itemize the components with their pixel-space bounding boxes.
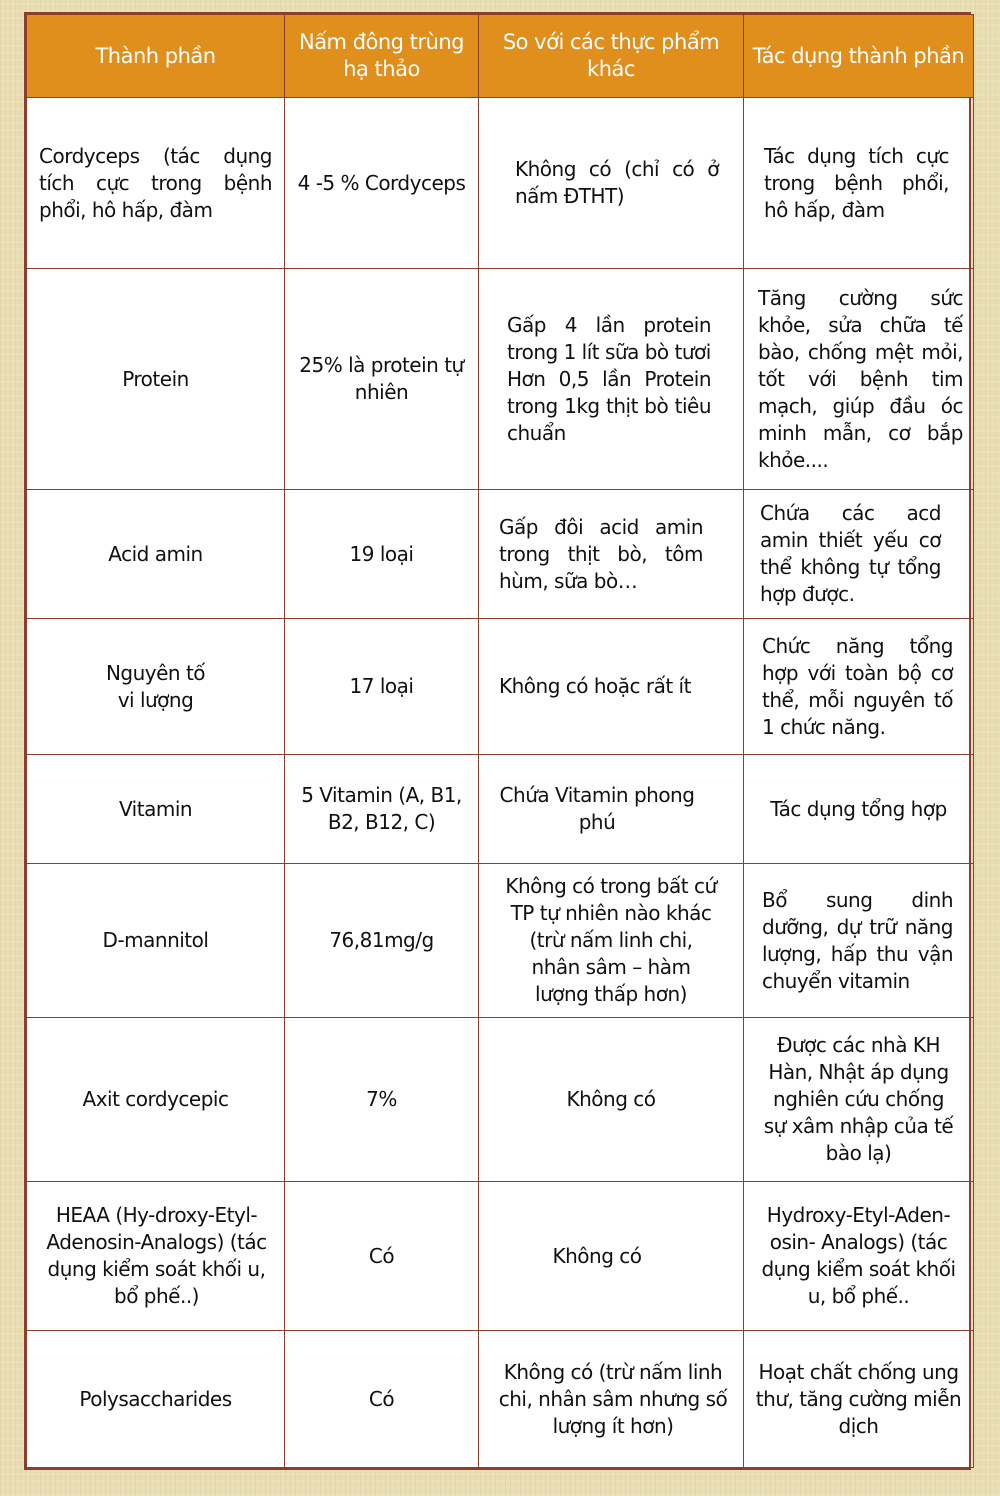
cell-effect: Tác dụng tổng hợp (744, 755, 974, 864)
table-row (27, 490, 974, 619)
cell-component: Axit cordycepic (27, 1018, 285, 1182)
cell-amount: 5 Vitamin (A, B1, B2, B12, C) (285, 755, 479, 864)
component-line: Nguyên tố (105, 660, 206, 685)
header-comparison: So với các thực phẩm khác (479, 15, 744, 98)
cell-comparison: Không có (479, 1182, 744, 1331)
comparison-table (26, 14, 974, 1468)
cell-amount: 19 loại (285, 490, 479, 619)
cell-effect: Được các nhà KH Hàn, Nhật áp dụng nghiên cứu chống sự xâm nhập của tế bào lạ) (744, 1018, 974, 1182)
cell-amount: 25% là protein tự nhiên (285, 269, 479, 490)
cell-amount: 76,81mg/g (285, 864, 479, 1018)
cell-comparison: Không có (479, 1018, 744, 1182)
cell-component: Polysaccharides (27, 1331, 285, 1468)
cell-component: Protein (27, 269, 285, 490)
cell-effect: Chức năng tổng hợp với toàn bộ cơ thể, mỗi nguyên tố 1 chức năng. (744, 619, 974, 755)
table-row (27, 1331, 974, 1468)
cell-comparison: Không có (trừ nấm linh chi, nhân sâm nhưng số lượng ít hơn) (479, 1331, 744, 1468)
table-row (27, 1182, 974, 1331)
comparison-line: Gấp 4 lần protein trong 1 lít sữa bò tươi (507, 312, 711, 364)
cell-effect: Bổ sung dinh dưỡng, dự trữ năng lượng, hấp thu vận chuyển vitamin (744, 864, 974, 1018)
cell-effect: Hoạt chất chống ung thư, tăng cường miễn dịch (744, 1331, 974, 1468)
cell-comparison: Không có (chỉ có ở nấm ĐTHT) (479, 98, 744, 269)
header-cordyceps: Nấm đông trùng hạ thảo (285, 15, 479, 98)
table-row (27, 619, 974, 755)
component-line: vi lượng (117, 687, 194, 712)
header-effect: Tác dụng thành phần (744, 15, 974, 98)
cell-component: Cordyceps (tác dụng tích cực trong bệnh phổi, hô hấp, đàm (27, 98, 285, 269)
comparison-line: Hơn 0,5 lần Protein trong 1kg thịt bò tiêu chuẩn (507, 366, 711, 445)
cell-component (27, 619, 285, 755)
cell-comparison: Chứa Vitamin phong phú (479, 755, 744, 864)
cell-effect: Tác dụng tích cực trong bệnh phổi, hô hấp, đàm (744, 98, 974, 269)
cell-component: Vitamin (27, 755, 285, 864)
cell-amount: Có (285, 1182, 479, 1331)
cell-effect: Chứa các acd amin thiết yếu cơ thể không tự tổng hợp được. (744, 490, 974, 619)
table-row (27, 864, 974, 1018)
cell-component: HEAA (Hy-droxy-Etyl-Adenosin-Analogs) (tác dụng kiểm soát khối u, bổ phế..) (27, 1182, 285, 1331)
cell-comparison: Không có hoặc rất ít (479, 619, 744, 755)
cell-effect: Hydroxy-Etyl-Aden-osin- Analogs) (tác dụng kiểm soát khối u, bổ phế.. (744, 1182, 974, 1331)
cell-amount: 7% (285, 1018, 479, 1182)
cell-effect: Tăng cường sức khỏe, sửa chữa tế bào, chống mệt mỏi, tốt với bệnh tim mạch, giúp đầu óc minh mẫn, cơ bắp khỏe.... (744, 269, 974, 490)
table-row (27, 269, 974, 490)
cell-component: D-mannitol (27, 864, 285, 1018)
table-row (27, 98, 974, 269)
comparison-table-container (24, 12, 971, 1470)
cell-amount: 17 loại (285, 619, 479, 755)
cell-comparison: Gấp đôi acid amin trong thịt bò, tôm hùm, sữa bò… (479, 490, 744, 619)
cell-comparison (479, 269, 744, 490)
table-header-row (27, 15, 974, 98)
table-row (27, 755, 974, 864)
header-component: Thành phần (27, 15, 285, 98)
cell-amount: 4 -5 % Cordyceps (285, 98, 479, 269)
cell-component: Acid amin (27, 490, 285, 619)
cell-comparison: Không có trong bất cứ TP tự nhiên nào khác (trừ nấm linh chi, nhân sâm – hàm lượng thấp hơn) (479, 864, 744, 1018)
cell-amount: Có (285, 1331, 479, 1468)
table-row (27, 1018, 974, 1182)
